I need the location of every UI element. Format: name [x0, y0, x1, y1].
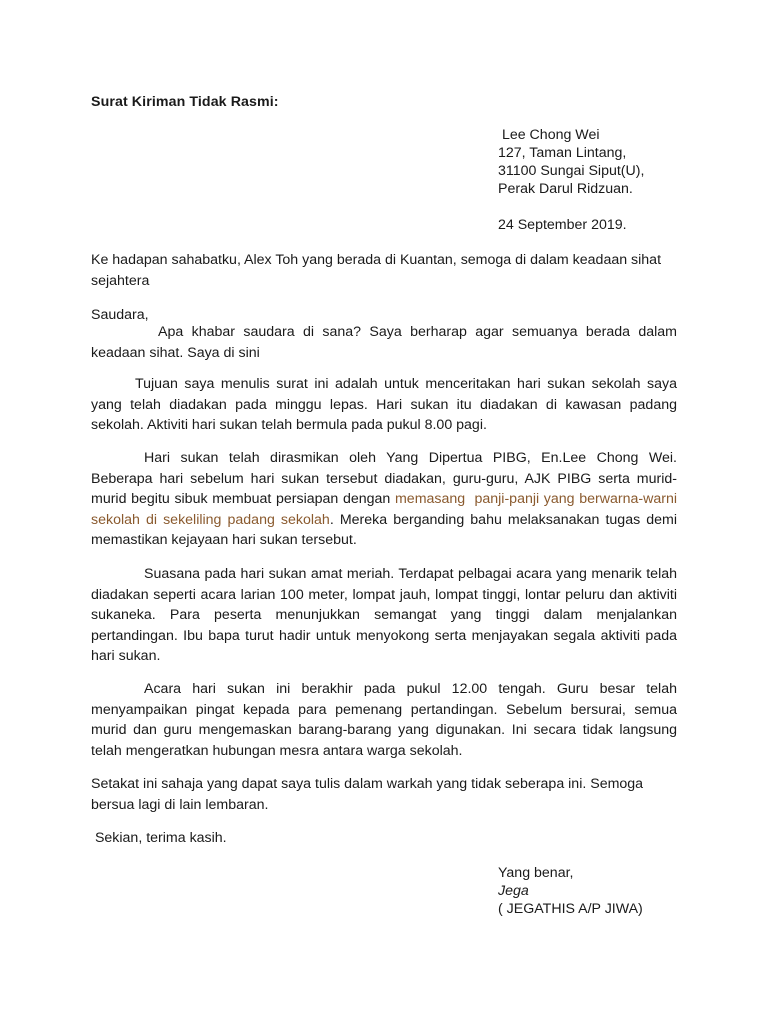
- paragraph-closing: Setakat ini sahaja yang dapat saya tulis dalam warkah yang tidak seberapa ini. Semoga bersua lagi di lain lembaran.: [91, 776, 644, 813]
- letter-title: Surat Kiriman Tidak Rasmi:: [91, 94, 279, 110]
- signature: Jega: [498, 883, 529, 899]
- closing-phrase: Yang benar,: [498, 865, 574, 881]
- letter-date: 24 September 2019.: [498, 217, 627, 233]
- salutation: Saudara,: [91, 307, 149, 323]
- paragraph-atmosphere: Suasana pada hari sukan amat meriah. Terdapat pelbagai acara yang menarik telah diadakan seperti acara larian 100 meter, lompat jauh, lompat tinggi, lontar peluru dan aktiviti sukaneka. Para peserta menunjukkan semangat yang tinggi dalam menjalankan pertandingan. Ibu bapa turut hadir untuk menyokong serta menjayakan segala aktiviti pada hari sukan.: [91, 566, 677, 664]
- sender-address: [498, 126, 728, 198]
- thanks-line: Sekian, terima kasih.: [91, 830, 227, 846]
- address-line: Perak Darul Ridzuan.: [498, 181, 633, 197]
- highlighted-text: memasang panji-panji yang berwarna-warni sekolah di sekeliling padang sekolah: [91, 491, 681, 528]
- paragraph-opening: [91, 448, 681, 551]
- text-span: . Mereka berganding bahu melaksanakan tugas demi memastikan kejayaan hari sukan tersebut.: [91, 511, 678, 548]
- sender-name: Lee Chong Wei: [498, 127, 600, 143]
- signature-block: [498, 864, 643, 918]
- paragraph-end: Acara hari sukan ini berakhir pada pukul 12.00 tengah. Guru besar telah menyampaikan pingat kepada para pemenang pertandingan. Sebelum bersurai, semua murid dan guru mengemaskan barang-barang yang digunakan. Ini secara tidak langsung telah mengeratkan hubungan mesra antara warga sekolah.: [91, 681, 677, 759]
- text-span: Hari sukan telah dirasmikan oleh Yang Dipertua PIBG, En.Lee Chong Wei. Beberapa hari sebelum hari sukan tersebut diadakan, guru-guru, AJK PIBG serta murid-murid begitu sibuk membuat persiapan dengan: [91, 450, 677, 507]
- paragraph-intro: Apa khabar saudara di sana? Saya berharap agar semuanya berada dalam keadaan sihat. Saya di sini: [91, 324, 677, 361]
- address-line: 127, Taman Lintang,: [498, 145, 627, 161]
- address-line: 31100 Sungai Siput(U),: [498, 163, 645, 179]
- greeting-line: Ke hadapan sahabatku, Alex Toh yang berada di Kuantan, semoga di dalam keadaan sihat sejahtera: [91, 252, 662, 289]
- full-name: ( JEGATHIS A/P JIWA): [498, 901, 643, 917]
- paragraph-purpose: Tujuan saya menulis surat ini adalah untuk menceritakan hari sukan sekolah saya yang telah diadakan pada minggu lepas. Hari sukan itu diadakan di kawasan padang sekolah. Aktiviti hari sukan telah bermula pada pukul 8.00 pagi.: [91, 376, 677, 433]
